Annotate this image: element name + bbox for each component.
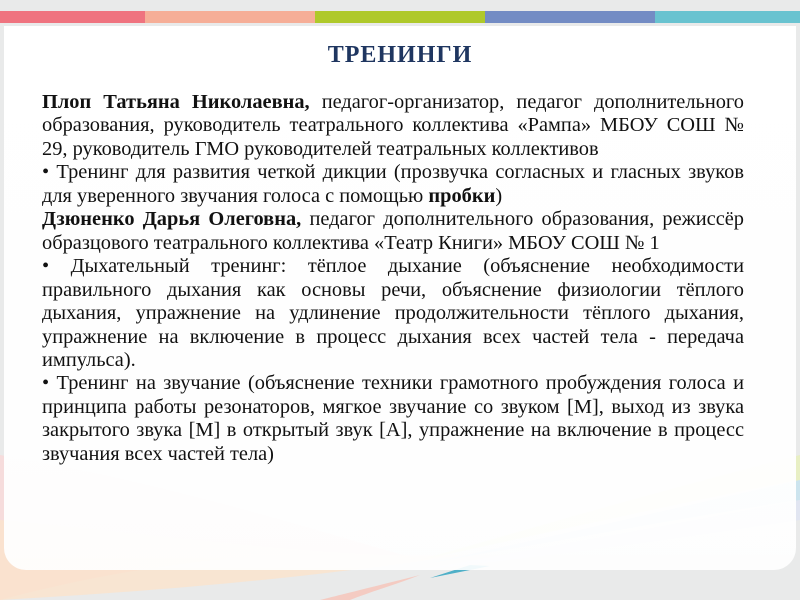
bullet-tail: ) (495, 184, 503, 207)
person-description: педагог-организатор, педагог дополнительного образования, руководитель театрального коллектива «Рампа» МБОУ СОШ № 29, руководитель ГМО руководителей театральных коллективов (42, 91, 744, 160)
person-name: Плоп Татьяна Николаевна, (42, 91, 310, 113)
slide-body (42, 91, 744, 466)
paragraph-dzyunenko (42, 208, 744, 255)
stripe-segment-blue (485, 11, 655, 23)
bullet-breathing-training (42, 255, 744, 372)
person-description: педагог дополнительного образования, режиссёр образцового театрального коллектива «Театр Книги» МБОУ СОШ № 1 (42, 208, 744, 254)
bold-term: пробки (428, 184, 496, 207)
person-name: Дзюненко Дарья Олеговна, (42, 208, 302, 231)
stripe-segment-green (315, 11, 485, 23)
bullet-sound-training (42, 372, 744, 466)
stripe-segment-red (0, 11, 145, 23)
stripe-segment-teal (655, 11, 800, 23)
stripe-segment-peach (145, 11, 315, 23)
bullet-text: • Тренинг на звучание (объяснение техники грамотного пробуждения голоса и принципа работы резонаторов, мягкое звучание со звуком [М], выход из звука закрытого звука [М] в открытый звук [А], упражнение на включение в процесс звучания всех частей тела) (42, 372, 744, 465)
bullet-text: • Дыхательный тренинг: тёплое дыхание (объяснение необходимости правильного дыхания как основы речи, объяснение физиологии тёплого дыхания, упражнение на удлинение продолжительности тёплого дыхания, упражнение на включение в процесс дыхания всех частей тела - передача импульса). (42, 255, 744, 371)
bullet-diction-training (42, 161, 744, 208)
slide-title: ТРЕНИНГИ (327, 42, 473, 68)
bullet-text: • Тренинг для развития четкой дикции (прозвучка согласных и гласных звуков для уверенного звучания голоса с помощью (42, 161, 744, 207)
paragraph-plop (42, 91, 744, 161)
color-stripe (0, 11, 800, 23)
